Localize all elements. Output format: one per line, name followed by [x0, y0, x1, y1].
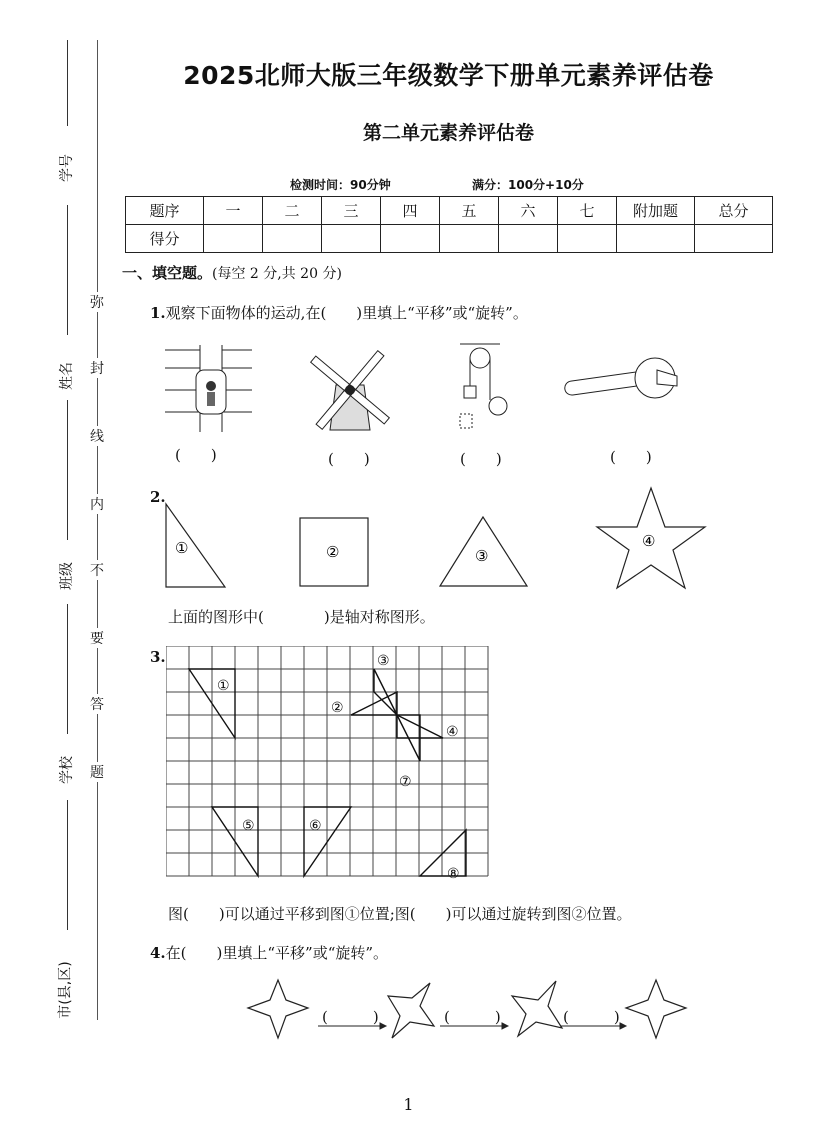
score-table — [125, 196, 773, 253]
school-label: 学校 — [59, 756, 75, 784]
windmill-icon — [311, 351, 390, 430]
score-cell[interactable] — [440, 225, 499, 253]
q3-grid-figure — [166, 646, 491, 886]
header-cell: 六 — [499, 197, 558, 225]
svg-text:④: ④ — [446, 724, 459, 740]
question-1: 1.观察下面物体的运动,在( )里填上“平移”或“旋转”。 — [150, 304, 528, 322]
header-cell: 五 — [440, 197, 499, 225]
q4-answer-blank[interactable]: ( ) — [563, 1008, 620, 1026]
exam-title: 2025北师大版三年级数学下册单元素养评估卷 — [183, 61, 714, 90]
exam-subtitle: 第二单元素养评估卷 — [362, 122, 534, 144]
header-cell: 四 — [381, 197, 440, 225]
svg-text:②: ② — [331, 700, 344, 716]
score-cell[interactable] — [695, 225, 773, 253]
q1-answer-blank[interactable]: ( ) — [175, 446, 217, 464]
exam-full-score: 满分：100分+10分 — [472, 178, 584, 192]
wrench-icon — [564, 358, 677, 398]
pulley-icon — [460, 344, 507, 428]
svg-text:⑤: ⑤ — [242, 818, 255, 834]
seal-char: 要 — [90, 628, 104, 648]
class-label: 班级 — [59, 562, 75, 590]
row-label: 得分 — [126, 225, 204, 253]
seal-char: 线 — [90, 426, 104, 446]
page-number: 1 — [403, 1095, 414, 1114]
score-cell[interactable] — [558, 225, 617, 253]
svg-text:⑥: ⑥ — [309, 818, 322, 834]
score-cell[interactable] — [381, 225, 440, 253]
seal-char: 题 — [90, 762, 104, 782]
score-cell[interactable] — [263, 225, 322, 253]
svg-text:⑧: ⑧ — [447, 866, 460, 882]
exam-time: 检测时间：90分钟 — [290, 178, 391, 192]
header-cell: 七 — [558, 197, 617, 225]
header-cell: 总分 — [695, 197, 773, 225]
district-label: 市(县,区) — [57, 961, 74, 1019]
score-cell[interactable] — [617, 225, 695, 253]
seal-char: 封 — [90, 358, 104, 378]
four-point-star-icon — [248, 980, 308, 1038]
q1-answer-blank[interactable]: ( ) — [460, 450, 502, 468]
svg-text:⑦: ⑦ — [399, 774, 412, 790]
four-point-star-icon — [512, 981, 562, 1036]
svg-text:①: ① — [217, 678, 230, 694]
q3-answer: 图( )可以通过平移到图①位置;图( )可以通过旋转到图②位置。 — [168, 905, 632, 923]
q2-shapes — [155, 480, 715, 595]
question-3-number: 3. — [150, 648, 166, 666]
shape-label: ④ — [642, 532, 656, 550]
seal-char: 答 — [90, 694, 104, 714]
score-table-header — [126, 197, 773, 225]
svg-text:③: ③ — [377, 653, 390, 669]
score-cell[interactable] — [322, 225, 381, 253]
question-4: 4.在( )里填上“平移”或“旋转”。 — [150, 944, 389, 962]
seal-char: 不 — [90, 560, 104, 580]
question-2-number: 2. — [150, 488, 166, 506]
four-point-star-icon — [388, 983, 434, 1038]
header-cell: 二 — [263, 197, 322, 225]
four-point-star-icon — [626, 980, 686, 1038]
section-heading: 一、填空题。(每空 2 分,共 20 分) — [122, 264, 342, 282]
score-table-row — [126, 225, 773, 253]
seal-char: 内 — [90, 494, 104, 514]
score-cell[interactable] — [499, 225, 558, 253]
header-cell: 题序 — [126, 197, 204, 225]
student-id-label: 学号 — [59, 154, 75, 182]
score-cell[interactable] — [204, 225, 263, 253]
q2-answer: 上面的图形中( )是轴对称图形。 — [168, 608, 435, 626]
seal-char: 弥 — [90, 292, 104, 312]
shape-label: ② — [326, 543, 340, 561]
q1-figures — [160, 340, 720, 440]
name-label: 姓名 — [59, 362, 75, 390]
elevator-icon — [165, 345, 252, 432]
q1-answer-blank[interactable]: ( ) — [328, 450, 370, 468]
header-cell: 附加题 — [617, 197, 695, 225]
shape-label: ③ — [475, 547, 489, 565]
header-cell: 三 — [322, 197, 381, 225]
shape-label: ① — [175, 539, 189, 557]
q4-answer-blank[interactable]: ( ) — [322, 1008, 379, 1026]
grid-shape-2 — [351, 692, 397, 715]
q1-answer-blank[interactable]: ( ) — [610, 448, 652, 466]
q4-answer-blank[interactable]: ( ) — [444, 1008, 501, 1026]
header-cell: 一 — [204, 197, 263, 225]
